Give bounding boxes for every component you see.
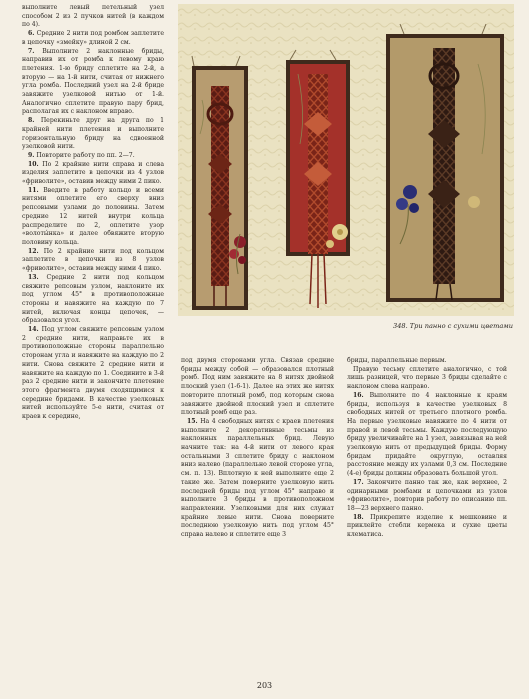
- paragraph-text: выполните левый петельный узел способом 2 из 2 пучков нитей (в каждом по 4).: [22, 4, 164, 29]
- paragraph-text: Перекиньте друг на друга по 1 крайней нити плетения и выполните горизонтальную бриду на сдвоенной узелковой нити.: [22, 117, 164, 151]
- instruction-paragraph: [347, 514, 507, 540]
- text-column-left: [22, 4, 164, 422]
- paragraph-text: Средние 2 нити под ромбом заплетите в цепочку «змейку» длиной 2 см.: [22, 30, 164, 46]
- paragraph-text: По 2 крайние нити под кольцом заплетите в цепочки из 8 узлов «фриволите», оставив между ними 4 пико.: [22, 247, 164, 273]
- instruction-paragraph: [181, 418, 334, 540]
- instruction-paragraph: [22, 187, 164, 248]
- paragraph-text: Введите в работу кольцо и всеми нитями оплетите его сверху вниз репсовыми узлами до половины. Затем средние 12 нитей внутри кольца распределите по 2, оплетите узор «волоты́нка» и далее обвяжите вторую половину кольца.: [22, 186, 165, 246]
- paragraph-text: Закончите панно так же, как верхнее, 2 одинарными ромбами и цепочками из узлов «фриволите», повторив работу по описанию пп. 18—23 верхнего панно.: [347, 478, 508, 512]
- paragraph-text: под двумя сторонами угла. Связав средние бриды между собой — образовался плотный ромб. Под ним завяжите на 8 нитях двойной плоский узел (1-6-1). Далее на этих же нитях повторите плотный ромб, под которым снова завяжите двойной плоский узел и сплетите плотный ромб еще раз.: [181, 357, 334, 417]
- step-number: 10.: [28, 160, 39, 168]
- paragraph-text: Выполните по 4 наклонные к краям бриды, используя в качестве узелковых 8 свободных нитей от третьего плотного ромба. На первые узелковые навяжите по 4 нити от правой и левой тесьмы. Каждую последующую бриду увеличивайте на 1 узел, завязывая на ней узелковую нить от предыдущей бриды. Форму бридам придайте округлую, оставляя расстояние между их узлами 0,3 см. Последние (4-е) бриды должны образовать большой угол.: [347, 391, 508, 478]
- step-number: 17.: [353, 478, 364, 486]
- page-number: 203: [256, 681, 273, 690]
- panel-right: [386, 24, 504, 302]
- step-number: 18.: [353, 513, 364, 521]
- paragraph-text: Прикрепите изделие к мешковине и приклейте стебли кермека и сухие цветы клематиса.: [347, 513, 508, 539]
- step-number: 15.: [187, 417, 198, 425]
- instruction-paragraph: [22, 30, 164, 47]
- paragraph-text: бриды, параллельные первым.: [347, 357, 447, 364]
- photo-three-panels: [178, 4, 514, 316]
- text-column-right: [347, 357, 507, 540]
- paragraph-text: Повторите работу по пп. 2—7.: [36, 151, 135, 159]
- instruction-paragraph: [347, 366, 507, 392]
- instruction-paragraph: [22, 4, 164, 30]
- step-number: 9.: [28, 151, 35, 159]
- step-number: 8.: [28, 117, 35, 125]
- instruction-paragraph: [347, 479, 507, 514]
- step-number: 7.: [28, 47, 35, 55]
- instruction-paragraph: [22, 326, 164, 422]
- step-number: 14.: [28, 326, 39, 334]
- panel-left: [192, 56, 248, 310]
- text-column-middle: [181, 357, 334, 540]
- instruction-paragraph: [347, 392, 507, 479]
- step-number: 13.: [28, 273, 39, 281]
- paragraph-text: Средние 2 нити под кольцом свяжите репсовым узлом, наклоните их под углом 45° в противоположные стороны и навяжите на каждую по 7 нитей, включая концы цепочек, — образовался угол.: [22, 273, 165, 325]
- paragraph-text: На 4 свободных нитях с краев плетения выполните 2 декоративные тесьмы из наклонных параллельных брид. Левую начните так: на 4-й нити от левого края остальными 3 сплетите бриду с наклоном вниз налево (параллельно левой стороне угла, см. п. 13). Вплотную к ней выполните еще 2 такие же. Затем поверните узелковую нить последней бриды под углом 45° направо и выполните 3 бриды в противоположном направлении. Узелковыми для них служат крайние левые нити. Снова поверните последнюю узелковую нить под углом 45° справа налево и сплетите еще 3: [181, 417, 334, 539]
- step-number: 12.: [28, 247, 39, 255]
- instruction-paragraph: [22, 152, 164, 161]
- instruction-paragraph: [181, 357, 334, 418]
- instruction-paragraph: [22, 248, 164, 274]
- instruction-paragraph: [22, 117, 164, 152]
- paragraph-text: По 2 крайние нити справа и слева изделия заплетите в цепочки из 4 узлов «фриволите», оставив между ними 2 пико.: [22, 160, 164, 186]
- step-number: 6.: [28, 30, 35, 38]
- step-number: 11.: [28, 186, 39, 194]
- photo-caption: 348. Три панно с сухими цветами: [393, 322, 513, 330]
- photo-illustration: [178, 4, 514, 316]
- paragraph-text: Правую тесьму сплетите аналогично, с той лишь разницей, что первые 3 бриды сделайте с наклоном слева направо.: [347, 365, 507, 391]
- instruction-paragraph: [22, 274, 164, 326]
- instruction-paragraph: [22, 161, 164, 187]
- paragraph-text: Выполните 2 наклонные бриды, направив их от ромба к левому краю плетения. 1-ю бриду сплетите на 2-й, а вторую — на 1-й нити, считая от нижнего угла ромба. Последний узел на 2-й бриде завяжите узелковой нитью от 1-й. Аналогично сплетите правую пару брид, располагая их с наклоном вправо.: [22, 47, 164, 116]
- step-number: 16.: [353, 391, 364, 399]
- instruction-paragraph: [22, 48, 164, 118]
- paragraph-text: Под углом свяжите репсовым узлом 2 средние нити, направьте их в противоположные стороны параллельно сторонам угла и навяжите на каждую по 2 нити. Снова свяжите 2 средние нити и навяжите на каждую по 1. Соедините в 3-й раз 2 средние нити и закончите плетение этого фрагмента двумя сходящимися к середине бридами. В качестве узелковых нитей используйте 5-е нити, считая от краев к середине,: [22, 326, 165, 421]
- instruction-paragraph: [347, 357, 507, 366]
